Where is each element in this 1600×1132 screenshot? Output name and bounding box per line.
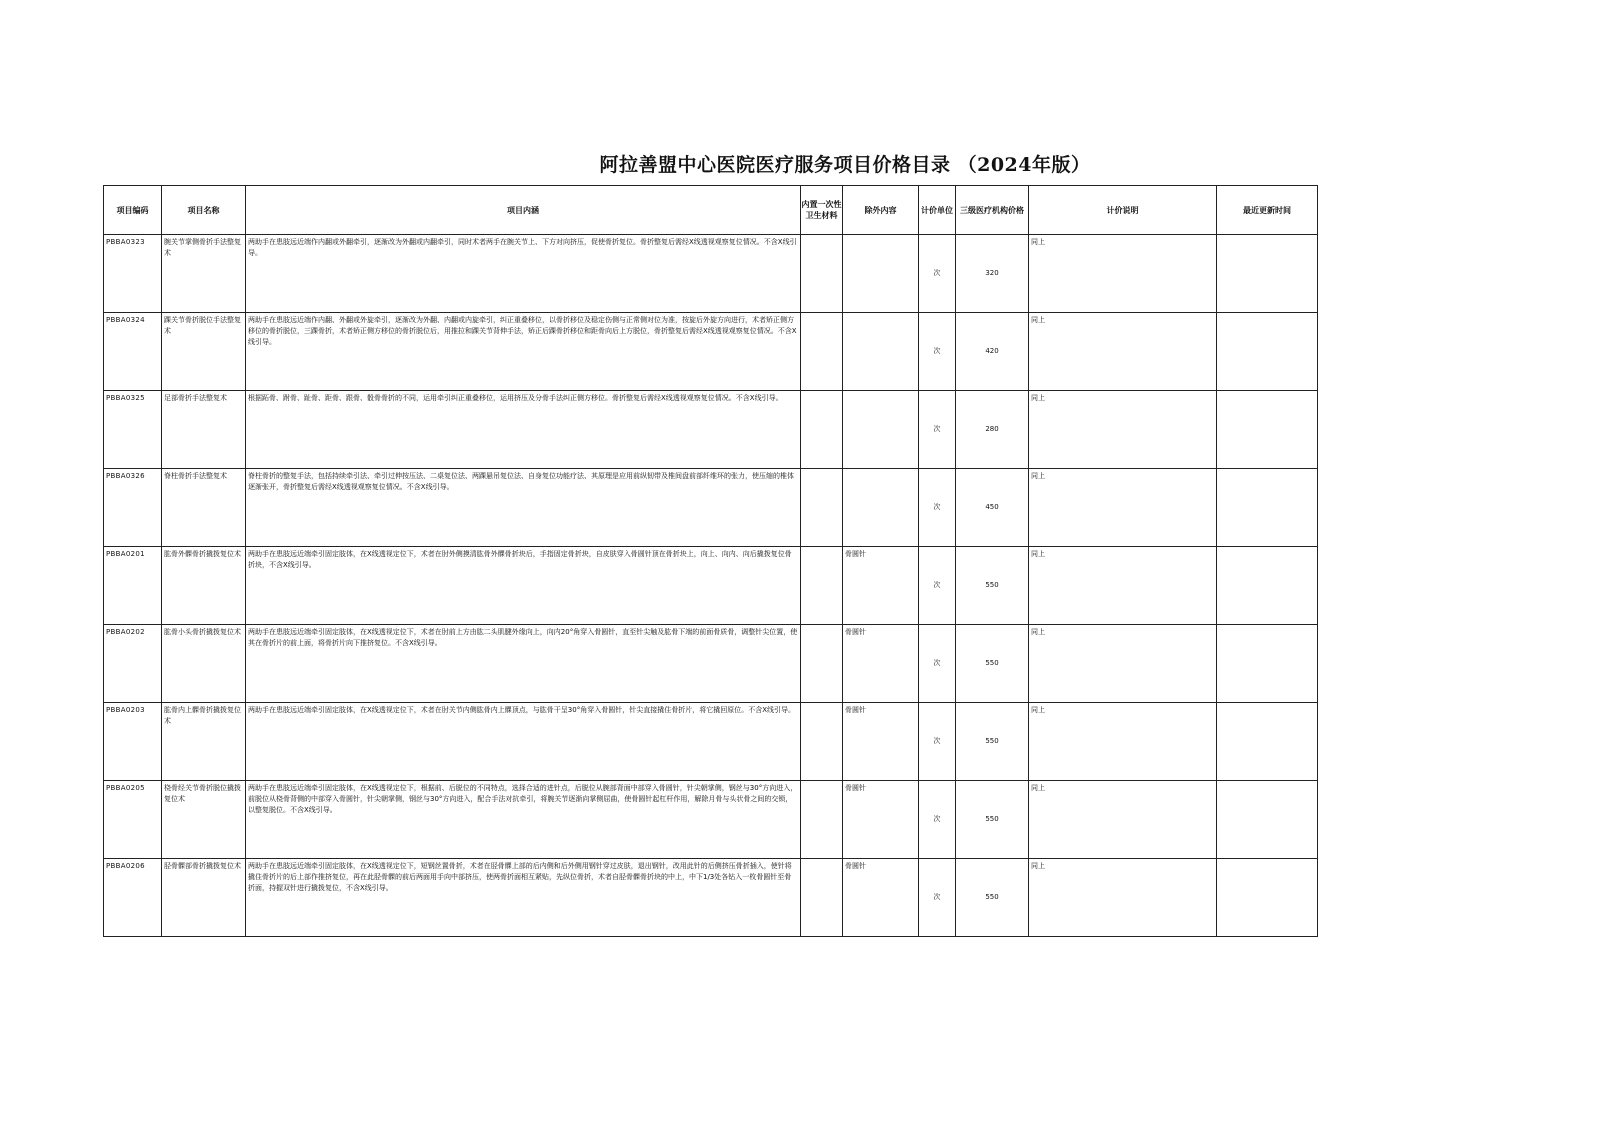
cell-price: 550 (956, 703, 1029, 781)
cell-price: 550 (956, 547, 1029, 625)
cell-updated (1217, 625, 1318, 703)
cell-updated (1217, 469, 1318, 547)
cell-updated (1217, 235, 1318, 313)
cell-material (801, 781, 843, 859)
header-content: 项目内涵 (246, 186, 801, 235)
header-code: 项目编码 (104, 186, 162, 235)
cell-exclude: 骨圆针 (843, 781, 919, 859)
header-name: 项目名称 (162, 186, 246, 235)
cell-unit: 次 (919, 547, 956, 625)
cell-content: 两助手在患肢远近端牵引固定肢体，在X线透视定位下，根据前、后脱位的不同特点，选择合适的进针点，后脱位从腕部背面中部穿入骨圆针，针尖朝掌侧，钢丝与30°方向进入，前脱位从桡骨背侧的中部穿入骨圆针，针尖朝掌侧，钢丝与30°方向进入，配合手法对抗牵引，将腕关节逐渐向掌侧屈曲，使骨圆针起杠杆作用，解除月骨与头状骨之间的交锁，以整复脱位。不含X线引导。 (246, 781, 801, 859)
cell-unit: 次 (919, 391, 956, 469)
table-row (104, 703, 1318, 781)
cell-code: PBBA0326 (104, 469, 162, 547)
cell-code: PBBA0202 (104, 625, 162, 703)
cell-content: 两助手在患肢远近端牵引固定肢体，在X线透视定位下，术者在肘关节内侧肱骨内上髁顶点，与肱骨干呈30°角穿入骨圆针，针尖直接撬住骨折片，将它撬回原位。不含X线引导。 (246, 703, 801, 781)
cell-material (801, 469, 843, 547)
table-row (104, 235, 1318, 313)
cell-material (801, 313, 843, 391)
cell-material (801, 547, 843, 625)
header-row (104, 186, 1318, 235)
cell-updated (1217, 547, 1318, 625)
cell-price: 420 (956, 313, 1029, 391)
cell-unit: 次 (919, 313, 956, 391)
cell-note: 同上 (1029, 781, 1217, 859)
cell-updated (1217, 859, 1318, 937)
cell-name: 脊柱骨折手法整复术 (162, 469, 246, 547)
cell-exclude (843, 313, 919, 391)
cell-content: 两助手在患肢远近端牵引固定肢体，在X线透视定位下，术者在肘前上方由肱二头肌腱外缘向上，向内20°角穿入骨圆针，直至针尖触及肱骨下端的前面骨质骨，调整针尖位置，使其在骨折片的前上面，将骨折片向下推挤复位。不含X线引导。 (246, 625, 801, 703)
cell-material (801, 859, 843, 937)
cell-price: 550 (956, 625, 1029, 703)
cell-code: PBBA0206 (104, 859, 162, 937)
table-row (104, 625, 1318, 703)
cell-name: 桡骨经关节骨折脱位撬拨复位术 (162, 781, 246, 859)
cell-content: 根据跖骨、跗骨、趾骨、距骨、跟骨、骰骨骨折的不同，运用牵引纠正重叠移位，运用挤压及分骨手法纠正侧方移位。骨折整复后需经X线透视观察复位情况。不含X线引导。 (246, 391, 801, 469)
cell-material (801, 703, 843, 781)
cell-content: 两助手在患肢远近端牵引固定肢体，在X线透视定位下，短钢丝置骨折，术者在胫骨髁上部的后内侧和后外侧用钢针穿过皮肤，退出钢针，改用此针的后侧挤压骨折插入，使针将撬住骨折片的后上部作推挤复位，再在此胫骨髁的前后两面用手向中部挤压，使两骨折面相互紧贴，先纵位骨折，术者自胫骨髁骨折块的中上，中下1/3处各钻入一枚骨圆针至骨折面，持握双针进行撬拨复位，不含X线引导。 (246, 859, 801, 937)
cell-name: 腕关节掌侧骨折手法整复术 (162, 235, 246, 313)
table-row (104, 859, 1318, 937)
cell-note: 同上 (1029, 391, 1217, 469)
cell-exclude (843, 391, 919, 469)
cell-note: 同上 (1029, 859, 1217, 937)
table-row (104, 547, 1318, 625)
cell-code: PBBA0203 (104, 703, 162, 781)
cell-name: 胫骨髁部骨折撬拨复位术 (162, 859, 246, 937)
cell-material (801, 235, 843, 313)
cell-material (801, 391, 843, 469)
header-unit: 计价单位 (919, 186, 956, 235)
cell-content: 两助手在患肢远近端牵引固定肢体，在X线透视定位下，术者在肘外侧摸清肱骨外髁骨折块后，手指固定骨折块，自皮肤穿入骨圆针顶在骨折块上，向上、向内、向后撬拨复位骨折块，不含X线引导。 (246, 547, 801, 625)
cell-exclude: 骨圆针 (843, 859, 919, 937)
cell-code: PBBA0324 (104, 313, 162, 391)
cell-exclude (843, 235, 919, 313)
header-note: 计价说明 (1029, 186, 1217, 235)
table-row (104, 469, 1318, 547)
cell-price: 320 (956, 235, 1029, 313)
cell-code: PBBA0325 (104, 391, 162, 469)
cell-note: 同上 (1029, 703, 1217, 781)
cell-unit: 次 (919, 781, 956, 859)
page-title: 阿拉善盟中心医院医疗服务项目价格目录 （2024年版） (599, 154, 1091, 176)
cell-exclude: 骨圆针 (843, 625, 919, 703)
cell-note: 同上 (1029, 469, 1217, 547)
cell-name: 踝关节骨折脱位手法整复术 (162, 313, 246, 391)
cell-content: 两助手在患肢远近端作内翻或外翻牵引，逐渐改为外翻或内翻牵引，同时术者两手在腕关节上、下方对向挤压，促使骨折复位。骨折整复后需经X线透视观察复位情况。不含X线引导。 (246, 235, 801, 313)
header-exclude: 除外内容 (843, 186, 919, 235)
cell-updated (1217, 313, 1318, 391)
cell-updated (1217, 391, 1318, 469)
cell-price: 280 (956, 391, 1029, 469)
table-row (104, 391, 1318, 469)
cell-price: 550 (956, 859, 1029, 937)
cell-updated (1217, 703, 1318, 781)
cell-note: 同上 (1029, 235, 1217, 313)
cell-content: 两助手在患肢远近端作内翻、外翻或外旋牵引，逐渐改为外翻、内翻或内旋牵引，纠正重叠移位，以骨折移位及稳定伤侧与正常侧对位为准，按旋后外旋方向进行，术者矫正侧方移位的骨折脱位，三踝骨折，术者矫正侧方移位的骨折脱位后，用推拉和踝关节背伸手法，矫正后踝骨折移位和距骨向后上方脱位，骨折整复后需经X线透视观察复位情况。不含X线引导。 (246, 313, 801, 391)
cell-unit: 次 (919, 469, 956, 547)
header-updated: 最近更新时间 (1217, 186, 1318, 235)
cell-exclude: 骨圆针 (843, 547, 919, 625)
cell-unit: 次 (919, 235, 956, 313)
cell-unit: 次 (919, 703, 956, 781)
table-row (104, 781, 1318, 859)
cell-name: 足部骨折手法整复术 (162, 391, 246, 469)
cell-unit: 次 (919, 625, 956, 703)
cell-code: PBBA0323 (104, 235, 162, 313)
cell-content: 脊柱骨折的整复手法，包括持续牵引法、牵引过伸按压法、二桌复位法、两踝悬吊复位法、自身复位功能疗法、其原理是应用前纵韧带及椎间盘前部纤维环的张力，使压缩的椎体逐渐张开，骨折整复后需经X线透视观察复位情况。不含X线引导。 (246, 469, 801, 547)
cell-code: PBBA0205 (104, 781, 162, 859)
header-price: 三级医疗机构价格 (956, 186, 1029, 235)
cell-exclude (843, 469, 919, 547)
cell-note: 同上 (1029, 313, 1217, 391)
cell-name: 肱骨外髁骨折撬拨复位术 (162, 547, 246, 625)
cell-code: PBBA0201 (104, 547, 162, 625)
cell-note: 同上 (1029, 547, 1217, 625)
cell-price: 550 (956, 781, 1029, 859)
cell-exclude: 骨圆针 (843, 703, 919, 781)
price-table (103, 185, 1318, 937)
header-material: 内置一次性卫生材料 (801, 186, 843, 235)
cell-name: 肱骨小头骨折撬拨复位术 (162, 625, 246, 703)
cell-updated (1217, 781, 1318, 859)
cell-material (801, 625, 843, 703)
cell-price: 450 (956, 469, 1029, 547)
cell-name: 肱骨内上髁骨折撬拨复位术 (162, 703, 246, 781)
cell-note: 同上 (1029, 625, 1217, 703)
table-row (104, 313, 1318, 391)
cell-unit: 次 (919, 859, 956, 937)
